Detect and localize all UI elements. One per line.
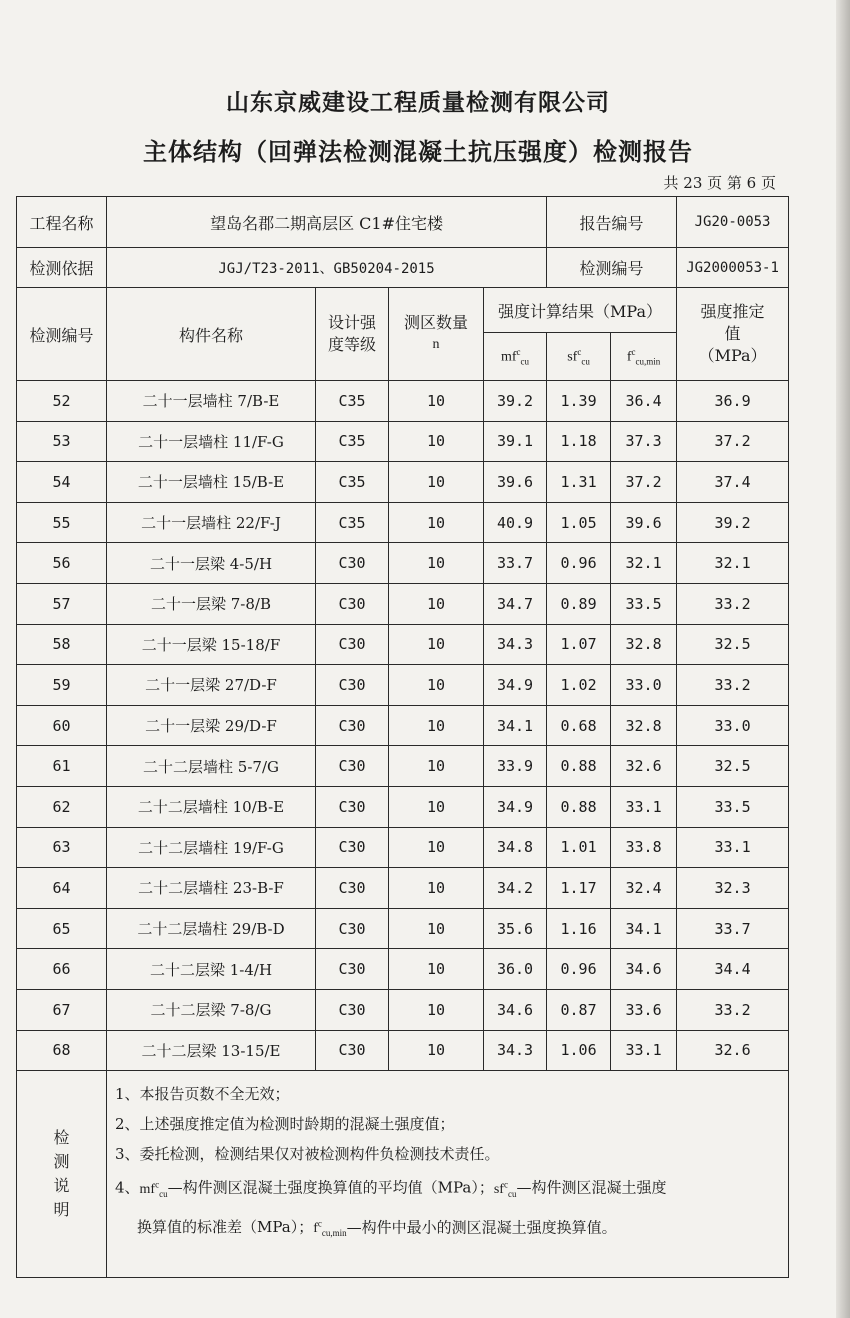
cell-mf: 34.8 <box>484 827 547 868</box>
cell-zones: 10 <box>389 705 484 746</box>
col-header-zones-n: n <box>432 337 440 352</box>
cell-member: 二十二层墙柱 19/F-G <box>107 827 316 868</box>
cell-zones: 10 <box>389 786 484 827</box>
cell-mf: 34.6 <box>484 989 547 1030</box>
col-header-zones <box>389 288 484 381</box>
info-row-basis <box>17 248 789 288</box>
cell-fmin: 33.1 <box>611 786 677 827</box>
table-row <box>17 827 789 868</box>
cell-id: 58 <box>17 624 107 665</box>
cell-mf: 34.3 <box>484 1030 547 1071</box>
cell-estimate: 33.5 <box>677 786 789 827</box>
cell-grade: C30 <box>316 1030 389 1071</box>
test-no-label: 检测编号 <box>547 248 677 288</box>
table-row <box>17 543 789 584</box>
cell-sf: 0.87 <box>547 989 611 1030</box>
cell-mf: 39.2 <box>484 381 547 422</box>
note-1: 1、本报告页数不全无效； <box>115 1085 290 1104</box>
cell-fmin: 33.0 <box>611 665 677 706</box>
cell-grade: C30 <box>316 868 389 909</box>
basis-value: JGJ/T23-2011、GB50204-2015 <box>107 248 547 288</box>
note-4-fmin: $f^c_{cu,min}$ <box>313 1218 347 1238</box>
cell-sf: 1.05 <box>547 502 611 543</box>
cell-fmin: 33.5 <box>611 583 677 624</box>
cell-estimate: 37.4 <box>677 462 789 503</box>
table-row <box>17 624 789 665</box>
cell-mf: 39.1 <box>484 421 547 462</box>
cell-zones: 10 <box>389 665 484 706</box>
col-header-member: 构件名称 <box>107 288 316 381</box>
cell-member: 二十一层梁 29/D-F <box>107 705 316 746</box>
project-value: 望岛名郡二期高层区 C1#住宅楼 <box>107 197 547 248</box>
basis-label: 检测依据 <box>17 248 107 288</box>
cell-fmin: 32.8 <box>611 624 677 665</box>
cell-member: 二十一层墙柱 11/F-G <box>107 421 316 462</box>
col-header-zones-text: 测区数量 <box>403 313 468 332</box>
cell-grade: C30 <box>316 583 389 624</box>
cell-id: 63 <box>17 827 107 868</box>
table-row <box>17 583 789 624</box>
cell-member: 二十一层墙柱 22/F-J <box>107 502 316 543</box>
cell-mf: 34.7 <box>484 583 547 624</box>
mf-sup: c <box>516 346 521 357</box>
cell-member: 二十二层墙柱 29/B-D <box>107 908 316 949</box>
cell-mf: 39.6 <box>484 462 547 503</box>
notes-content <box>107 1071 789 1278</box>
cell-mf: 34.3 <box>484 624 547 665</box>
cell-sf: 1.06 <box>547 1030 611 1071</box>
cell-id: 67 <box>17 989 107 1030</box>
cell-grade: C30 <box>316 786 389 827</box>
cell-id: 52 <box>17 381 107 422</box>
cell-zones: 10 <box>389 502 484 543</box>
cell-zones: 10 <box>389 908 484 949</box>
cell-grade: C35 <box>316 462 389 503</box>
cell-grade: C30 <box>316 949 389 990</box>
cell-estimate: 32.1 <box>677 543 789 584</box>
note-4-tail: —构件测区混凝土强度 <box>516 1178 667 1197</box>
cell-zones: 10 <box>389 543 484 584</box>
note-4-mid: —构件测区混凝土强度换算值的平均值（MPa）； <box>167 1178 494 1197</box>
cell-sf: 0.88 <box>547 746 611 787</box>
note-4-cont <box>115 1209 784 1248</box>
cell-zones: 10 <box>389 949 484 990</box>
table-row <box>17 989 789 1030</box>
cell-grade: C30 <box>316 665 389 706</box>
cell-fmin: 37.2 <box>611 462 677 503</box>
cell-sf: 0.89 <box>547 583 611 624</box>
cell-zones: 10 <box>389 746 484 787</box>
cell-sf: 1.18 <box>547 421 611 462</box>
note-4 <box>115 1169 784 1208</box>
cell-grade: C30 <box>316 624 389 665</box>
cell-sf: 1.07 <box>547 624 611 665</box>
cell-estimate: 32.5 <box>677 746 789 787</box>
col-header-mf <box>484 333 547 381</box>
cell-member: 二十一层梁 7-8/B <box>107 583 316 624</box>
company-name: 山东京威建设工程质量检测有限公司 <box>226 89 610 116</box>
cell-estimate: 33.2 <box>677 583 789 624</box>
cell-fmin: 32.6 <box>611 746 677 787</box>
cell-fmin: 32.8 <box>611 705 677 746</box>
notes-label-char: 明 <box>53 1200 70 1220</box>
fmin-sub: cu,min <box>635 356 661 367</box>
cell-mf: 33.7 <box>484 543 547 584</box>
cell-zones: 10 <box>389 1030 484 1071</box>
cell-mf: 34.9 <box>484 786 547 827</box>
cell-sf: 0.96 <box>547 543 611 584</box>
report-no-label: 报告编号 <box>547 197 677 248</box>
note-4-mf: $mf^c_{cu}$ <box>139 1179 168 1199</box>
cell-estimate: 33.7 <box>677 908 789 949</box>
cell-id: 57 <box>17 583 107 624</box>
cell-member: 二十一层墙柱 7/B-E <box>107 381 316 422</box>
scan-edge-shadow <box>836 0 850 1318</box>
cell-mf: 35.6 <box>484 908 547 949</box>
cell-fmin: 34.1 <box>611 908 677 949</box>
cell-member: 二十二层墙柱 5-7/G <box>107 746 316 787</box>
fmin-sup: c <box>631 346 636 357</box>
col-header-grade-text: 设计强度等级 <box>327 313 376 354</box>
cell-id: 56 <box>17 543 107 584</box>
notes-row <box>17 1071 789 1278</box>
cell-estimate: 33.0 <box>677 705 789 746</box>
col-header-calc: 强度计算结果（MPa） <box>484 288 677 333</box>
cell-estimate: 34.4 <box>677 949 789 990</box>
cell-estimate: 36.9 <box>677 381 789 422</box>
cell-grade: C30 <box>316 746 389 787</box>
cell-member: 二十二层梁 1-4/H <box>107 949 316 990</box>
sf-sub: cu <box>581 356 590 367</box>
table-row <box>17 502 789 543</box>
header-row-1 <box>17 288 789 333</box>
cell-id: 60 <box>17 705 107 746</box>
cell-estimate: 32.3 <box>677 868 789 909</box>
cell-mf: 34.1 <box>484 705 547 746</box>
cell-mf: 36.0 <box>484 949 547 990</box>
cell-grade: C35 <box>316 421 389 462</box>
page-info: 共 23 页 第 6 页 <box>663 174 776 192</box>
table-row <box>17 786 789 827</box>
note-4-sf: $sf^c_{cu}$ <box>493 1179 517 1199</box>
cell-sf: 0.68 <box>547 705 611 746</box>
cell-fmin: 37.3 <box>611 421 677 462</box>
cell-zones: 10 <box>389 381 484 422</box>
cell-fmin: 32.1 <box>611 543 677 584</box>
cell-id: 61 <box>17 746 107 787</box>
sf-symbol: sf <box>567 349 578 365</box>
cell-estimate: 33.1 <box>677 827 789 868</box>
cell-zones: 10 <box>389 583 484 624</box>
cell-zones: 10 <box>389 868 484 909</box>
col-header-estimate-text: 强度推定值（MPa） <box>698 302 767 365</box>
cell-fmin: 33.8 <box>611 827 677 868</box>
note-4-cont-tail: —构件中最小的测区混凝土强度换算值。 <box>346 1218 617 1237</box>
cell-mf: 40.9 <box>484 502 547 543</box>
cell-member: 二十一层梁 4-5/H <box>107 543 316 584</box>
cell-id: 66 <box>17 949 107 990</box>
cell-fmin: 33.1 <box>611 1030 677 1071</box>
cell-estimate: 37.2 <box>677 421 789 462</box>
cell-fmin: 33.6 <box>611 989 677 1030</box>
cell-grade: C30 <box>316 989 389 1030</box>
cell-sf: 0.88 <box>547 786 611 827</box>
mf-sub: cu <box>520 356 530 367</box>
table-row <box>17 746 789 787</box>
col-header-grade <box>316 288 389 381</box>
table-row <box>17 421 789 462</box>
table-row <box>17 868 789 909</box>
notes-label-char: 检 <box>53 1128 70 1148</box>
cell-sf: 1.31 <box>547 462 611 503</box>
cell-sf: 1.39 <box>547 381 611 422</box>
table-row <box>17 1030 789 1071</box>
note-4-prefix: 4、 <box>115 1178 140 1197</box>
report-title: 主体结构（回弹法检测混凝土抗压强度）检测报告 <box>143 137 693 166</box>
cell-member: 二十二层墙柱 23-B-F <box>107 868 316 909</box>
cell-zones: 10 <box>389 462 484 503</box>
cell-id: 68 <box>17 1030 107 1071</box>
notes-label <box>17 1071 107 1278</box>
cell-zones: 10 <box>389 421 484 462</box>
cell-mf: 33.9 <box>484 746 547 787</box>
report-no-value: JG20-0053 <box>677 197 789 248</box>
cell-grade: C30 <box>316 543 389 584</box>
cell-grade: C30 <box>316 705 389 746</box>
cell-fmin: 34.6 <box>611 949 677 990</box>
cell-sf: 1.17 <box>547 868 611 909</box>
cell-sf: 1.16 <box>547 908 611 949</box>
col-header-sf <box>547 333 611 381</box>
cell-id: 54 <box>17 462 107 503</box>
info-row-project <box>17 197 789 248</box>
cell-zones: 10 <box>389 827 484 868</box>
cell-fmin: 39.6 <box>611 502 677 543</box>
mf-symbol: mf <box>500 349 517 365</box>
cell-id: 62 <box>17 786 107 827</box>
fmin-symbol: f <box>626 349 632 365</box>
cell-mf: 34.2 <box>484 868 547 909</box>
cell-sf: 1.02 <box>547 665 611 706</box>
cell-estimate: 32.6 <box>677 1030 789 1071</box>
cell-grade: C35 <box>316 381 389 422</box>
cell-member: 二十一层梁 27/D-F <box>107 665 316 706</box>
cell-zones: 10 <box>389 624 484 665</box>
cell-grade: C35 <box>316 502 389 543</box>
cell-member: 二十一层墙柱 15/B-E <box>107 462 316 503</box>
cell-id: 64 <box>17 868 107 909</box>
sf-sup: c <box>577 346 582 357</box>
cell-member: 二十二层梁 13-15/E <box>107 1030 316 1071</box>
cell-estimate: 33.2 <box>677 665 789 706</box>
cell-fmin: 32.4 <box>611 868 677 909</box>
test-no-value: JG2000053-1 <box>677 248 789 288</box>
cell-grade: C30 <box>316 908 389 949</box>
note-3: 3、委托检测，检测结果仅对被检测构件负检测技术责任。 <box>115 1145 500 1164</box>
notes-label-char: 说 <box>53 1176 70 1196</box>
cell-member: 二十一层梁 15-18/F <box>107 624 316 665</box>
cell-id: 53 <box>17 421 107 462</box>
note-4-cont-head: 换算值的标准差（MPa）； <box>137 1218 314 1237</box>
table-row <box>17 705 789 746</box>
cell-grade: C30 <box>316 827 389 868</box>
cell-member: 二十二层墙柱 10/B-E <box>107 786 316 827</box>
table-row <box>17 381 789 422</box>
report-table <box>16 196 789 1278</box>
cell-estimate: 33.2 <box>677 989 789 1030</box>
cell-id: 59 <box>17 665 107 706</box>
cell-estimate: 32.5 <box>677 624 789 665</box>
cell-fmin: 36.4 <box>611 381 677 422</box>
col-header-id: 检测编号 <box>17 288 107 381</box>
table-row <box>17 908 789 949</box>
table-row <box>17 949 789 990</box>
note-2: 2、上述强度推定值为检测时龄期的混凝土强度值； <box>115 1115 455 1134</box>
col-header-estimate <box>677 288 789 381</box>
cell-id: 65 <box>17 908 107 949</box>
cell-zones: 10 <box>389 989 484 1030</box>
cell-estimate: 39.2 <box>677 502 789 543</box>
cell-sf: 0.96 <box>547 949 611 990</box>
cell-mf: 34.9 <box>484 665 547 706</box>
project-label: 工程名称 <box>17 197 107 248</box>
notes-label-char: 测 <box>53 1152 70 1172</box>
cell-id: 55 <box>17 502 107 543</box>
table-row <box>17 665 789 706</box>
table-row <box>17 462 789 503</box>
cell-member: 二十二层梁 7-8/G <box>107 989 316 1030</box>
col-header-fmin <box>611 333 677 381</box>
cell-sf: 1.01 <box>547 827 611 868</box>
